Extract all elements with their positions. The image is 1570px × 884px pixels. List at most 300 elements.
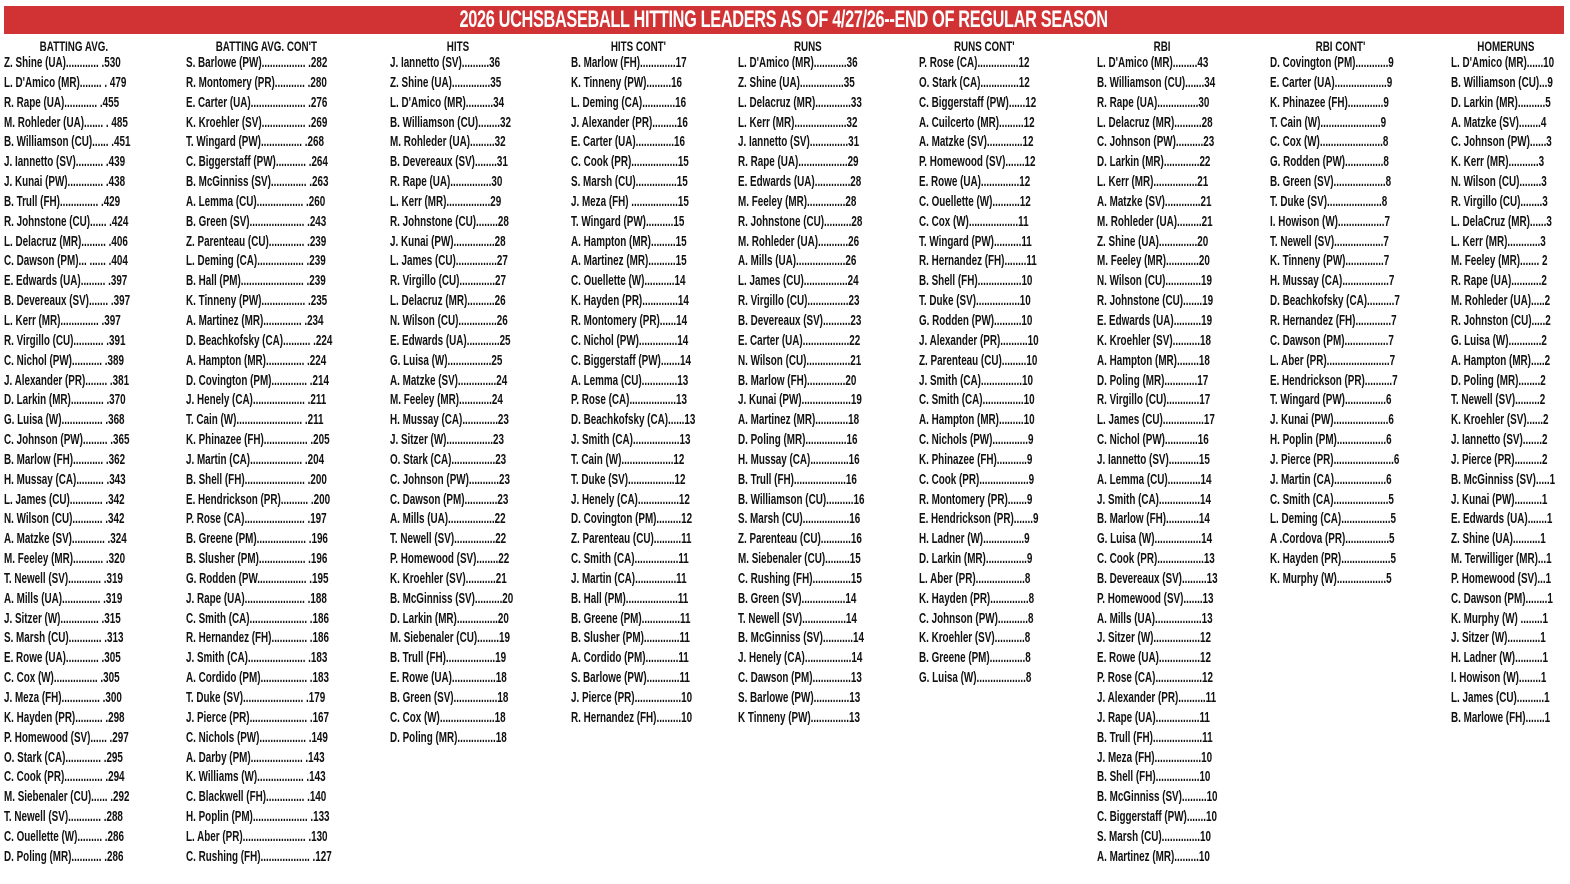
leader-entry-text: R. Montomery (PR)........... .280: [186, 74, 327, 91]
leader-row: [390, 114, 560, 134]
leader-row: [1451, 411, 1569, 431]
leader-entry-text: C. Ouellette (W)..........12: [919, 193, 1031, 210]
leader-row: [919, 649, 1089, 669]
column-heading: HITS CONT': [610, 38, 667, 54]
leader-row: [1097, 332, 1262, 352]
leader-row: [186, 709, 376, 729]
leader-row: [1097, 749, 1262, 769]
leader-row: [919, 292, 1089, 312]
leader-entry-text: C. Ouellette (W)...........14: [571, 273, 686, 290]
leader-row: [1270, 372, 1440, 392]
leader-row: [186, 352, 376, 372]
leader-entry-text: C. Dawson (PM)........1: [1451, 590, 1553, 607]
leader-row: [390, 133, 560, 153]
leader-row: [1451, 491, 1569, 511]
leader-entry-text: E. Carter (UA).................... .276: [186, 94, 328, 111]
leader-row: [1270, 193, 1440, 213]
leader-row: [919, 352, 1089, 372]
leader-row: [738, 590, 908, 610]
leader-entry-text: K. Tinneny (PW).........16: [571, 74, 683, 91]
stat-list: [1451, 54, 1569, 729]
leader-entry-text: J. Alexander (PR)..........10: [919, 332, 1039, 349]
leader-entry-text: K. Murphy (W)..................5: [1270, 570, 1392, 587]
leader-entry-text: L. D'Amico (MR).........43: [1097, 55, 1209, 71]
leader-row: [1270, 471, 1440, 491]
leader-entry-text: L. D'Amico (MR)........ . 479: [4, 74, 127, 91]
leader-entry-text: A. Matzke (SV).............12: [919, 134, 1034, 151]
leader-entry-text: C. Biggerstaff (PW).......14: [571, 352, 691, 369]
leader-row: [738, 193, 908, 213]
leader-entry-text: P. Homewood (SV)...... .297: [4, 729, 129, 746]
leader-row: [390, 233, 560, 253]
leader-entry-text: P. Homewood (SV)...1: [1451, 570, 1552, 587]
column-runs: [738, 36, 908, 729]
leader-entry-text: C. Dawson (PM)... ...... .404: [4, 253, 128, 270]
leader-entry-text: K. Kroehler (SV)..........18: [1097, 332, 1211, 349]
leader-row: [571, 133, 736, 153]
leader-row: [4, 372, 180, 392]
leader-row: [1270, 550, 1440, 570]
leader-entry-text: T. Newell (SV)............ .288: [4, 809, 123, 826]
leader-entry-text: T. Wingard (PW)............... .268: [186, 134, 324, 151]
leader-entry-text: B. Shell (FH)................10: [1097, 769, 1211, 786]
leader-entry-text: J. Meza (FH) .................15: [571, 193, 689, 210]
leader-entry-text: N. Wilson (CU)........3: [1451, 174, 1547, 191]
leader-row: [1097, 570, 1262, 590]
leader-entry-text: M. Terwilliger (MR)...1: [1451, 551, 1552, 568]
leader-row: [186, 292, 376, 312]
leader-row: [390, 431, 560, 451]
leader-row: [738, 669, 908, 689]
leader-entry-text: L. Deming (CA)................. .239: [186, 253, 326, 270]
leader-entry-text: L. Kerr (MR)................29: [390, 193, 502, 210]
leader-row: [186, 312, 376, 332]
leader-entry-text: B. Williamson (CU)..........16: [738, 491, 865, 508]
leader-row: [919, 629, 1089, 649]
leader-row: [738, 332, 908, 352]
leader-entry-text: J. Iannetto (SV).......... .439: [4, 154, 126, 171]
leader-row: [738, 629, 908, 649]
column-runs-cont: [919, 36, 1089, 689]
leader-row: [738, 74, 908, 94]
leader-row: [390, 590, 560, 610]
leader-row: [919, 471, 1089, 491]
leader-entry-text: B. McGinniss (SV)...........14: [738, 630, 865, 647]
leader-entry-text: B. Green (SV).................... .243: [186, 213, 327, 230]
leader-row: [4, 788, 180, 808]
leader-row: [186, 153, 376, 173]
leader-row: [4, 451, 180, 471]
leader-entry-text: C. Cook (PR).................15: [571, 154, 689, 171]
leader-entry-text: T. Newell (SV).........2: [1451, 392, 1546, 409]
leader-row: [1451, 530, 1569, 550]
leader-entry-text: L. Deming (CA)..................5: [1270, 511, 1397, 528]
leader-entry-text: B. Greene (PM)..............11: [571, 610, 691, 627]
leader-row: [390, 471, 560, 491]
leader-row: [919, 272, 1089, 292]
leader-row: [1270, 173, 1440, 193]
leader-entry-text: J. Rape (UA)...................... .188: [186, 590, 327, 607]
leader-row: [1270, 451, 1440, 471]
column-heading: HOMERUNS: [1477, 38, 1535, 54]
leader-entry-text: L. Deming (CA)............16: [571, 94, 687, 111]
leader-row: [1097, 193, 1262, 213]
leader-entry-text: D. Beachkofsky (CA).......... .224: [186, 332, 333, 349]
leader-row: [1097, 372, 1262, 392]
leader-row: [571, 491, 736, 511]
leader-entry-text: E. Rowe (UA)...............12: [1097, 650, 1211, 667]
leader-row: [919, 491, 1089, 511]
leader-entry-text: T. Duke (SV)...................... .179: [186, 690, 326, 706]
leader-entry-text: H. Ladner (W)..........1: [1451, 650, 1548, 667]
leader-row: [919, 133, 1089, 153]
leader-entry-text: C. Dawson (PM)................7: [1270, 332, 1394, 349]
leader-row: [1451, 153, 1569, 173]
leader-entry-text: Z. Parenteau (CU).........10: [919, 352, 1038, 369]
leader-entry-text: E. Rowe (UA)............ .305: [4, 650, 121, 667]
leader-row: [738, 272, 908, 292]
leader-row: [1451, 74, 1569, 94]
leader-row: [571, 669, 736, 689]
leader-entry-text: B. McGinniss (SV).........10: [1097, 789, 1218, 806]
leader-entry-text: B. Trull (FH).............. .429: [4, 193, 121, 210]
leader-entry-text: A. Cordido (PM)............11: [571, 650, 689, 667]
column-heading: BATTING AVG.: [39, 38, 109, 54]
leader-row: [919, 173, 1089, 193]
leader-entry-text: B. Trull (FH)..................19: [390, 650, 507, 667]
leader-row: [4, 570, 180, 590]
column-heading: RUNS CONT': [953, 38, 1015, 54]
leader-row: [919, 213, 1089, 233]
leader-entry-text: B. Williamson (CU)........32: [390, 114, 511, 131]
column-heading: RBI CONT': [1315, 38, 1365, 54]
leader-row: [186, 173, 376, 193]
leader-entry-text: L. D'Amico (MR)..........34: [390, 94, 505, 111]
leader-entry-text: H. Poplin (PM).................... .133: [186, 809, 330, 826]
leader-entry-text: L. James (CU)...............17: [1097, 412, 1215, 429]
leader-row: [571, 372, 736, 392]
leader-row: [186, 649, 376, 669]
leader-entry-text: A. Martinez (MR).........10: [1097, 848, 1210, 865]
leader-entry-text: M. Rohleder (UA).........21: [1097, 213, 1213, 230]
leader-row: [390, 610, 560, 630]
leader-row: [919, 332, 1089, 352]
leader-row: [571, 114, 736, 134]
leader-entry-text: T. Cain (W)......................9: [1270, 114, 1387, 131]
leader-row: [1451, 590, 1569, 610]
leader-entry-text: J. Martin (CA)................... .204: [186, 451, 325, 468]
leader-entry-text: B. Green (SV)...................8: [1270, 174, 1392, 191]
leader-entry-text: J. Pierce (PR).................10: [571, 690, 693, 706]
leader-row: [4, 312, 180, 332]
leader-entry-text: K. Tinneny (PW)................ .235: [186, 293, 328, 310]
leader-entry-text: T. Cain (W)...................12: [571, 451, 685, 468]
leader-row: [919, 550, 1089, 570]
leader-row: [186, 788, 376, 808]
leader-entry-text: D. Poling (MR)............17: [1097, 372, 1209, 389]
leader-entry-text: L. Kerr (MR).............. .397: [4, 312, 121, 329]
stat-list: [919, 54, 1089, 689]
leader-entry-text: A. Martinez (MR)............18: [738, 412, 860, 429]
leader-entry-text: B. Marlow (FH)............14: [1097, 511, 1210, 528]
leader-entry-text: B. McGinniss (SV).....1: [1451, 471, 1556, 488]
leader-row: [1451, 213, 1569, 233]
leader-row: [1270, 332, 1440, 352]
leader-entry-text: C. Smith (CA)..................... .186: [186, 610, 330, 627]
leader-row: [4, 749, 180, 769]
leader-row: [1451, 610, 1569, 630]
leader-entry-text: A. Mills (UA).............. .319: [4, 590, 123, 607]
leader-row: [571, 530, 736, 550]
leader-entry-text: C. Smith (CA)................11: [571, 551, 689, 568]
leader-entry-text: R. Rape (UA)..................29: [738, 154, 859, 171]
leader-row: [1270, 153, 1440, 173]
leader-row: [390, 352, 560, 372]
leader-entry-text: C. Cox (W).......................8: [1270, 134, 1389, 151]
leader-entry-text: A. Matzke (SV)..............24: [390, 372, 508, 389]
leader-entry-text: B. Greene (PM).............8: [919, 650, 1031, 667]
leader-row: [4, 173, 180, 193]
leader-entry-text: L. Delacruz (MR)......... .406: [4, 233, 128, 250]
leader-row: [919, 510, 1089, 530]
leader-row: [4, 431, 180, 451]
leader-entry-text: G. Luisa (W)............2: [1451, 332, 1547, 349]
leader-entry-text: J. Iannetto (SV)..........36: [390, 55, 501, 71]
leader-entry-text: T. Newell (SV)...............22: [390, 531, 507, 548]
leader-entry-text: B. Devereaux (SV)....... .397: [4, 293, 131, 310]
leader-row: [1097, 510, 1262, 530]
leader-row: [4, 133, 180, 153]
leader-entry-text: N. Wilson (CU)..............26: [390, 312, 508, 329]
leader-entry-text: D. Poling (MR)..............18: [390, 729, 507, 746]
leader-row: [1270, 233, 1440, 253]
leader-row: [4, 550, 180, 570]
leader-entry-text: T. Newell (SV)..................7: [1270, 233, 1389, 250]
leader-entry-text: R. Hernandez (FH).............7: [1270, 312, 1397, 329]
leader-row: [1097, 768, 1262, 788]
leader-entry-text: J. Sitzer (W).................12: [1097, 630, 1211, 647]
leader-entry-text: L. Delacruz (MR).............33: [738, 94, 862, 111]
leader-entry-text: T. Cain (W)........................ .211: [186, 412, 324, 429]
leader-row: [186, 689, 376, 709]
leader-entry-text: B. Devereaux (SV).........13: [1097, 570, 1218, 587]
leader-row: [390, 312, 560, 332]
leader-row: [1097, 550, 1262, 570]
leader-row: [1097, 252, 1262, 272]
leader-entry-text: M. Rohleder (UA).........32: [390, 134, 506, 151]
column-heading: RUNS: [794, 38, 822, 54]
leader-row: [1451, 629, 1569, 649]
leader-entry-text: L. James (CU)............ .342: [4, 491, 125, 508]
leader-row: [186, 669, 376, 689]
leader-entry-text: R. Johnstone (CU).......19: [1097, 293, 1214, 310]
leader-entry-text: N. Wilson (CU)........... .342: [4, 511, 125, 528]
leader-entry-text: Z. Shine (UA)................35: [738, 74, 855, 91]
leader-row: [919, 54, 1089, 74]
column-batting-avg-cont: [186, 36, 376, 868]
leader-row: [1097, 292, 1262, 312]
leader-entry-text: B. Marlow (FH).............17: [571, 55, 687, 71]
leader-entry-text: C. Rushing (FH)..............15: [738, 570, 862, 587]
leader-entry-text: K. Kroehler (SV)......2: [1451, 412, 1549, 429]
leader-entry-text: D. Larkin (MR)............ .370: [4, 392, 126, 409]
leader-entry-text: R. Johnston (CU).....2: [1451, 312, 1551, 329]
leader-entry-text: D. Larkin (MR)...............9: [919, 551, 1033, 568]
stat-list: [186, 54, 376, 868]
leader-entry-text: C. Cox (W)..................11: [919, 213, 1029, 230]
leader-row: [1270, 54, 1440, 74]
leader-row: [186, 332, 376, 352]
leader-entry-text: R. Rape (UA)...............30: [1097, 94, 1210, 111]
leader-entry-text: J. Iannetto (SV).......2: [1451, 432, 1548, 449]
leader-row: [390, 669, 560, 689]
leader-row: [390, 689, 560, 709]
leader-entry-text: L. James (CU)..........1: [1451, 690, 1550, 706]
leader-row: [919, 530, 1089, 550]
leader-entry-text: T. Wingard (PW)..........15: [571, 213, 685, 230]
leader-entry-text: T. Newell (SV)................14: [738, 610, 857, 627]
leader-row: [919, 312, 1089, 332]
leader-entry-text: K. Phinazee (FH)...........9: [919, 451, 1033, 468]
leader-entry-text: T. Duke (SV)................10: [919, 293, 1031, 310]
leader-entry-text: L. Kerr (MR)................21: [1097, 174, 1209, 191]
leader-entry-text: G. Luisa (W)..................8: [919, 670, 1032, 687]
leader-entry-text: B. Hall (PM)....................... .239: [186, 273, 326, 290]
leader-row: [186, 491, 376, 511]
leader-row: [919, 193, 1089, 213]
leader-row: [1270, 530, 1440, 550]
page-title: 2026 UCHSBASEBALL HITTING LEADERS AS OF 4/27/26--END OF REGULAR SEASON: [459, 6, 1109, 33]
leader-entry-text: K. Kerr (MR)...........3: [1451, 154, 1545, 171]
leader-row: [4, 411, 180, 431]
leader-row: [1270, 510, 1440, 530]
leader-row: [186, 768, 376, 788]
leader-entry-text: K. Hayden (PR)..............8: [919, 590, 1035, 607]
leader-row: [4, 471, 180, 491]
leader-entry-text: C. Cox (W)................ .305: [4, 670, 120, 687]
leader-row: [390, 729, 560, 749]
leader-row: [1451, 252, 1569, 272]
leader-entry-text: B. Williamson (CU).......34: [1097, 74, 1216, 91]
leader-row: [186, 233, 376, 253]
leader-entry-text: H. Mussay (CA).......... .343: [4, 471, 126, 488]
leader-row: [1451, 312, 1569, 332]
leader-entry-text: K. Kroehler (SV)...........21: [390, 570, 507, 587]
leader-entry-text: B. Williamson (CU)...... .451: [4, 134, 131, 151]
leader-row: [4, 590, 180, 610]
leader-entry-text: B. Trull (FH)...................16: [738, 471, 857, 488]
leader-row: [1097, 133, 1262, 153]
leader-row: [1097, 272, 1262, 292]
leader-row: [1451, 550, 1569, 570]
leader-row: [738, 133, 908, 153]
leader-entry-text: B. Shell (FH)................10: [919, 273, 1033, 290]
leader-row: [1451, 193, 1569, 213]
leader-entry-text: B. Slusher (PM)................. .196: [186, 551, 328, 568]
leader-row: [390, 252, 560, 272]
leader-row: [1097, 153, 1262, 173]
leader-row: [390, 649, 560, 669]
leader-row: [738, 570, 908, 590]
leader-row: [1270, 292, 1440, 312]
leader-entry-text: T. Newell (SV)............ .319: [4, 570, 123, 587]
leader-row: [4, 54, 180, 74]
leader-entry-text: J. Sitzer (W).............. .315: [4, 610, 121, 627]
leader-row: [1097, 848, 1262, 868]
leader-entry-text: R. Virgillo (CU)...............23: [738, 293, 860, 310]
leader-entry-text: D. Beachkofsky (CA)..........7: [1270, 293, 1400, 310]
leader-row: [186, 133, 376, 153]
leader-row: [1451, 372, 1569, 392]
leader-entry-text: A .Cordova (PR)................5: [1270, 531, 1395, 548]
column-heading: RBI: [1153, 38, 1171, 54]
leader-row: [919, 570, 1089, 590]
stat-list: [1270, 54, 1440, 590]
leader-row: [1097, 491, 1262, 511]
leader-entry-text: M. Feeley (MR)............24: [390, 392, 503, 409]
leader-row: [1097, 689, 1262, 709]
leader-entry-text: C. Smith (CA)...............10: [919, 392, 1035, 409]
leader-entry-text: H. Ladner (W)...............9: [919, 531, 1030, 548]
leader-row: [919, 451, 1089, 471]
leader-row: [738, 372, 908, 392]
leader-row: [1097, 74, 1262, 94]
leader-entry-text: A. Cuilcerto (MR).........12: [919, 114, 1035, 131]
leader-entry-text: B. Slusher (PM).............11: [571, 630, 690, 647]
leader-entry-text: J. Rape (UA)................11: [1097, 709, 1210, 726]
leader-row: [738, 391, 908, 411]
leader-entry-text: O. Stark (CA)..............12: [919, 74, 1030, 91]
leader-row: [571, 391, 736, 411]
leader-row: [1451, 54, 1569, 74]
stat-list: [571, 54, 736, 729]
leader-row: [738, 292, 908, 312]
leader-row: [186, 391, 376, 411]
leader-entry-text: E. Edwards (UA)..........19: [1097, 312, 1213, 329]
leader-row: [919, 590, 1089, 610]
leader-entry-text: C. Cox (W)....................18: [390, 709, 506, 726]
leader-row: [1097, 54, 1262, 74]
leader-row: [1097, 808, 1262, 828]
leader-row: [1451, 114, 1569, 134]
leader-entry-text: E. Carter (UA).................22: [738, 332, 861, 349]
leader-row: [390, 570, 560, 590]
leader-row: [1097, 610, 1262, 630]
leader-row: [1451, 709, 1569, 729]
leader-row: [738, 689, 908, 709]
leader-entry-text: H. Mussay (CA).............23: [390, 412, 509, 429]
leader-entry-text: R. Virgillo (CU)............17: [1097, 392, 1211, 409]
leader-entry-text: A. Hampton (MR).........10: [919, 412, 1035, 429]
leader-entry-text: R. Hernandez (FH).........10: [571, 709, 693, 726]
leader-entry-text: B. Green (SV)................14: [738, 590, 857, 607]
leader-entry-text: P. Homewood (SV)........22: [390, 551, 510, 568]
leader-row: [390, 54, 560, 74]
leader-row: [186, 550, 376, 570]
leader-row: [571, 332, 736, 352]
leader-entry-text: E. Edwards (UA).......1: [1451, 511, 1553, 528]
leader-row: [571, 411, 736, 431]
leader-row: [186, 372, 376, 392]
leader-row: [1097, 94, 1262, 114]
leader-entry-text: L. D'Amico (MR)......10: [1451, 55, 1555, 71]
leader-entry-text: R. Virgillo (CU).............27: [390, 273, 506, 290]
leader-entry-text: C. Smith (CA)....................5: [1270, 491, 1394, 508]
leader-entry-text: A. Matzke (SV).............21: [1097, 193, 1212, 210]
leader-entry-text: R. Hernandez (FH)........11: [919, 253, 1037, 270]
leader-row: [738, 233, 908, 253]
leader-row: [4, 848, 180, 868]
